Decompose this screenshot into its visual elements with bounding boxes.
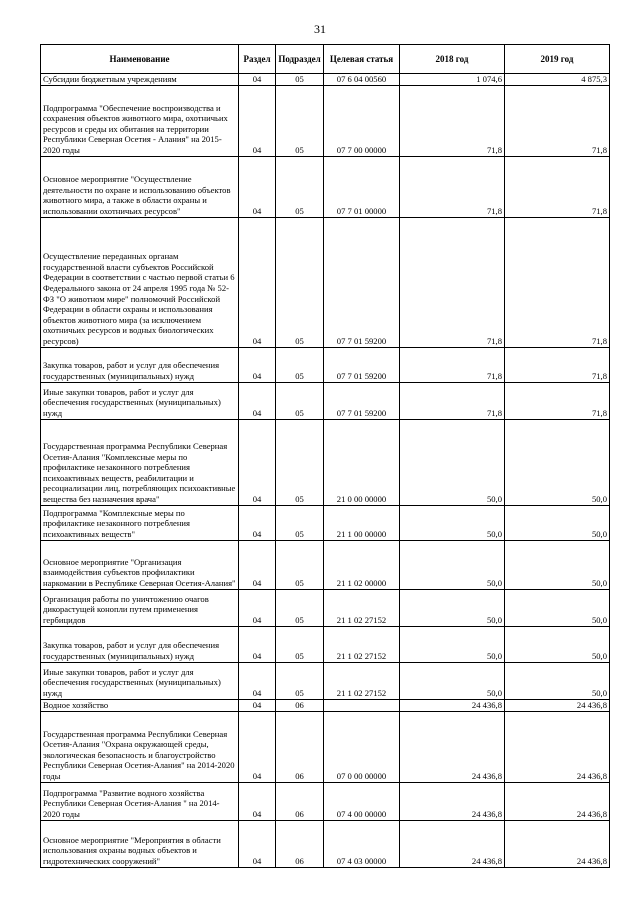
row-2019: 24 436,8 (505, 820, 610, 867)
row-subsection: 05 (276, 662, 324, 699)
row-target: 07 4 03 00000 (324, 820, 400, 867)
table-row (41, 711, 610, 782)
row-target: 07 7 01 59200 (324, 382, 400, 419)
row-target: 21 1 00 00000 (324, 505, 400, 540)
table-row (41, 626, 610, 662)
row-2019: 24 436,8 (505, 782, 610, 820)
row-2018: 24 436,8 (400, 699, 505, 711)
table-row (41, 156, 610, 217)
row-target: 07 7 01 59200 (324, 347, 400, 382)
table-row (41, 540, 610, 589)
row-subsection: 05 (276, 217, 324, 347)
row-target: 07 7 01 59200 (324, 217, 400, 347)
row-name: Основное мероприятие "Организация взаимодействия субъектов профилактики наркомании в Республике Северная Осетия-Алания" (41, 540, 239, 589)
row-2019: 50,0 (505, 505, 610, 540)
row-name: Государственная программа Республики Северная Осетия-Алания "Охрана окружающей среды, экологическая безопасность и благоустройство Республики Северная Осетия-Алания" на 2014-2020 годы (41, 711, 239, 782)
row-section: 04 (239, 820, 276, 867)
row-2018: 24 436,8 (400, 782, 505, 820)
table-body (41, 74, 610, 868)
row-2018: 50,0 (400, 419, 505, 505)
table-row (41, 699, 610, 711)
row-section: 04 (239, 85, 276, 156)
row-subsection: 05 (276, 505, 324, 540)
row-2018: 71,8 (400, 347, 505, 382)
row-subsection: 05 (276, 74, 324, 86)
row-target: 21 1 02 27152 (324, 589, 400, 626)
header-section: Раздел (239, 45, 276, 74)
row-section: 04 (239, 589, 276, 626)
row-subsection: 05 (276, 347, 324, 382)
row-section: 04 (239, 74, 276, 86)
row-target (324, 699, 400, 711)
row-2019: 50,0 (505, 589, 610, 626)
row-2018: 50,0 (400, 662, 505, 699)
row-2019: 71,8 (505, 156, 610, 217)
row-2019: 71,8 (505, 382, 610, 419)
row-subsection: 05 (276, 85, 324, 156)
row-2018: 24 436,8 (400, 711, 505, 782)
row-subsection: 05 (276, 419, 324, 505)
row-section: 04 (239, 662, 276, 699)
row-name: Закупка товаров, работ и услуг для обеспечения государственных (муниципальных) нужд (41, 626, 239, 662)
row-2019: 4 875,3 (505, 74, 610, 86)
row-2018: 71,8 (400, 382, 505, 419)
row-target: 21 1 02 27152 (324, 662, 400, 699)
row-2019: 50,0 (505, 419, 610, 505)
table-row (41, 820, 610, 867)
row-2018: 50,0 (400, 505, 505, 540)
row-target: 07 4 00 00000 (324, 782, 400, 820)
row-subsection: 05 (276, 589, 324, 626)
header-2018: 2018 год (400, 45, 505, 74)
table-row (41, 74, 610, 86)
table-row (41, 347, 610, 382)
table-row (41, 662, 610, 699)
row-2018: 50,0 (400, 589, 505, 626)
budget-table (40, 44, 610, 868)
row-2019: 71,8 (505, 85, 610, 156)
table-row (41, 589, 610, 626)
row-name: Закупка товаров, работ и услуг для обеспечения государственных (муниципальных) нужд (41, 347, 239, 382)
row-section: 04 (239, 699, 276, 711)
header-subsection: Подраздел (276, 45, 324, 74)
row-subsection: 05 (276, 626, 324, 662)
row-section: 04 (239, 711, 276, 782)
row-section: 04 (239, 626, 276, 662)
row-section: 04 (239, 156, 276, 217)
row-subsection: 06 (276, 699, 324, 711)
row-2018: 71,8 (400, 156, 505, 217)
header-name: Наименование (41, 45, 239, 74)
row-2018: 50,0 (400, 626, 505, 662)
row-2019: 71,8 (505, 217, 610, 347)
row-2019: 50,0 (505, 626, 610, 662)
row-name: Водное хозяйство (41, 699, 239, 711)
row-name: Субсидии бюджетным учреждениям (41, 74, 239, 86)
row-name: Осуществление переданных органам государственной власти субъектов Российской Федерации в соответствии с частью первой статьи 6 Федерального закона от 24 апреля 1995 года № 52-ФЗ "О животном мире" полномочий Российской Федерации в области охраны и использования объектов животного мира (за исключением охотничьих ресурсов и водных биологических ресурсов) (41, 217, 239, 347)
row-subsection: 05 (276, 540, 324, 589)
row-target: 21 1 02 27152 (324, 626, 400, 662)
row-section: 04 (239, 505, 276, 540)
row-name: Подпрограмма "Обеспечение воспроизводства и сохранения объектов животного мира, охотничьих ресурсов и среды их обитания на территории Республики Северная Осетия - Алания" на 2015-2020 годы (41, 85, 239, 156)
row-2018: 24 436,8 (400, 820, 505, 867)
row-name: Подпрограмма "Комплексные меры по профилактике незаконного потребления психоактивных веществ" (41, 505, 239, 540)
table-row (41, 382, 610, 419)
row-name: Иные закупки товаров, работ и услуг для обеспечения государственных (муниципальных) нужд (41, 382, 239, 419)
row-section: 04 (239, 217, 276, 347)
table-row (41, 217, 610, 347)
row-target: 07 7 01 00000 (324, 156, 400, 217)
row-2018: 1 074,6 (400, 74, 505, 86)
row-name: Основное мероприятие "Мероприятия в области использования охраны водных объектов и гидротехнических сооружений" (41, 820, 239, 867)
row-subsection: 05 (276, 382, 324, 419)
table-row (41, 419, 610, 505)
row-subsection: 06 (276, 711, 324, 782)
page-number: 31 (314, 22, 326, 36)
row-2019: 71,8 (505, 347, 610, 382)
row-target: 07 7 00 00000 (324, 85, 400, 156)
row-target: 07 0 00 00000 (324, 711, 400, 782)
row-name: Основное мероприятие "Осуществление деятельности по охране и использованию объектов животного мира, а также в области охраны и использовании охотничьих ресурсов" (41, 156, 239, 217)
row-name: Иные закупки товаров, работ и услуг для обеспечения государственных (муниципальных) нужд (41, 662, 239, 699)
row-name: Государственная программа Республики Северная Осетия-Алания "Комплексные меры по профилактике незаконного потребления психоактивных веществ, реабилитации и ресоциализации лиц, потребляющих психоактивные вещества без назначения врача" (41, 419, 239, 505)
row-2019: 24 436,8 (505, 711, 610, 782)
row-name: Организация работы по уничтожению очагов дикорастущей конопли путем применения гербицидов (41, 589, 239, 626)
row-section: 04 (239, 540, 276, 589)
row-section: 04 (239, 419, 276, 505)
row-2018: 71,8 (400, 217, 505, 347)
table-row (41, 85, 610, 156)
row-subsection: 06 (276, 820, 324, 867)
header-target: Целевая статья (324, 45, 400, 74)
row-target: 21 1 02 00000 (324, 540, 400, 589)
row-section: 04 (239, 382, 276, 419)
row-2019: 50,0 (505, 662, 610, 699)
row-section: 04 (239, 347, 276, 382)
table-header-row (41, 45, 610, 74)
row-subsection: 05 (276, 156, 324, 217)
row-2019: 50,0 (505, 540, 610, 589)
row-2018: 71,8 (400, 85, 505, 156)
row-subsection: 06 (276, 782, 324, 820)
row-target: 07 6 04 00560 (324, 74, 400, 86)
row-2019: 24 436,8 (505, 699, 610, 711)
row-2018: 50,0 (400, 540, 505, 589)
header-2019: 2019 год (505, 45, 610, 74)
table-row (41, 782, 610, 820)
table-row (41, 505, 610, 540)
row-section: 04 (239, 782, 276, 820)
row-target: 21 0 00 00000 (324, 419, 400, 505)
row-name: Подпрограмма "Развитие водного хозяйства Республики Северная Осетия-Алания " на 2014-2020 годы (41, 782, 239, 820)
